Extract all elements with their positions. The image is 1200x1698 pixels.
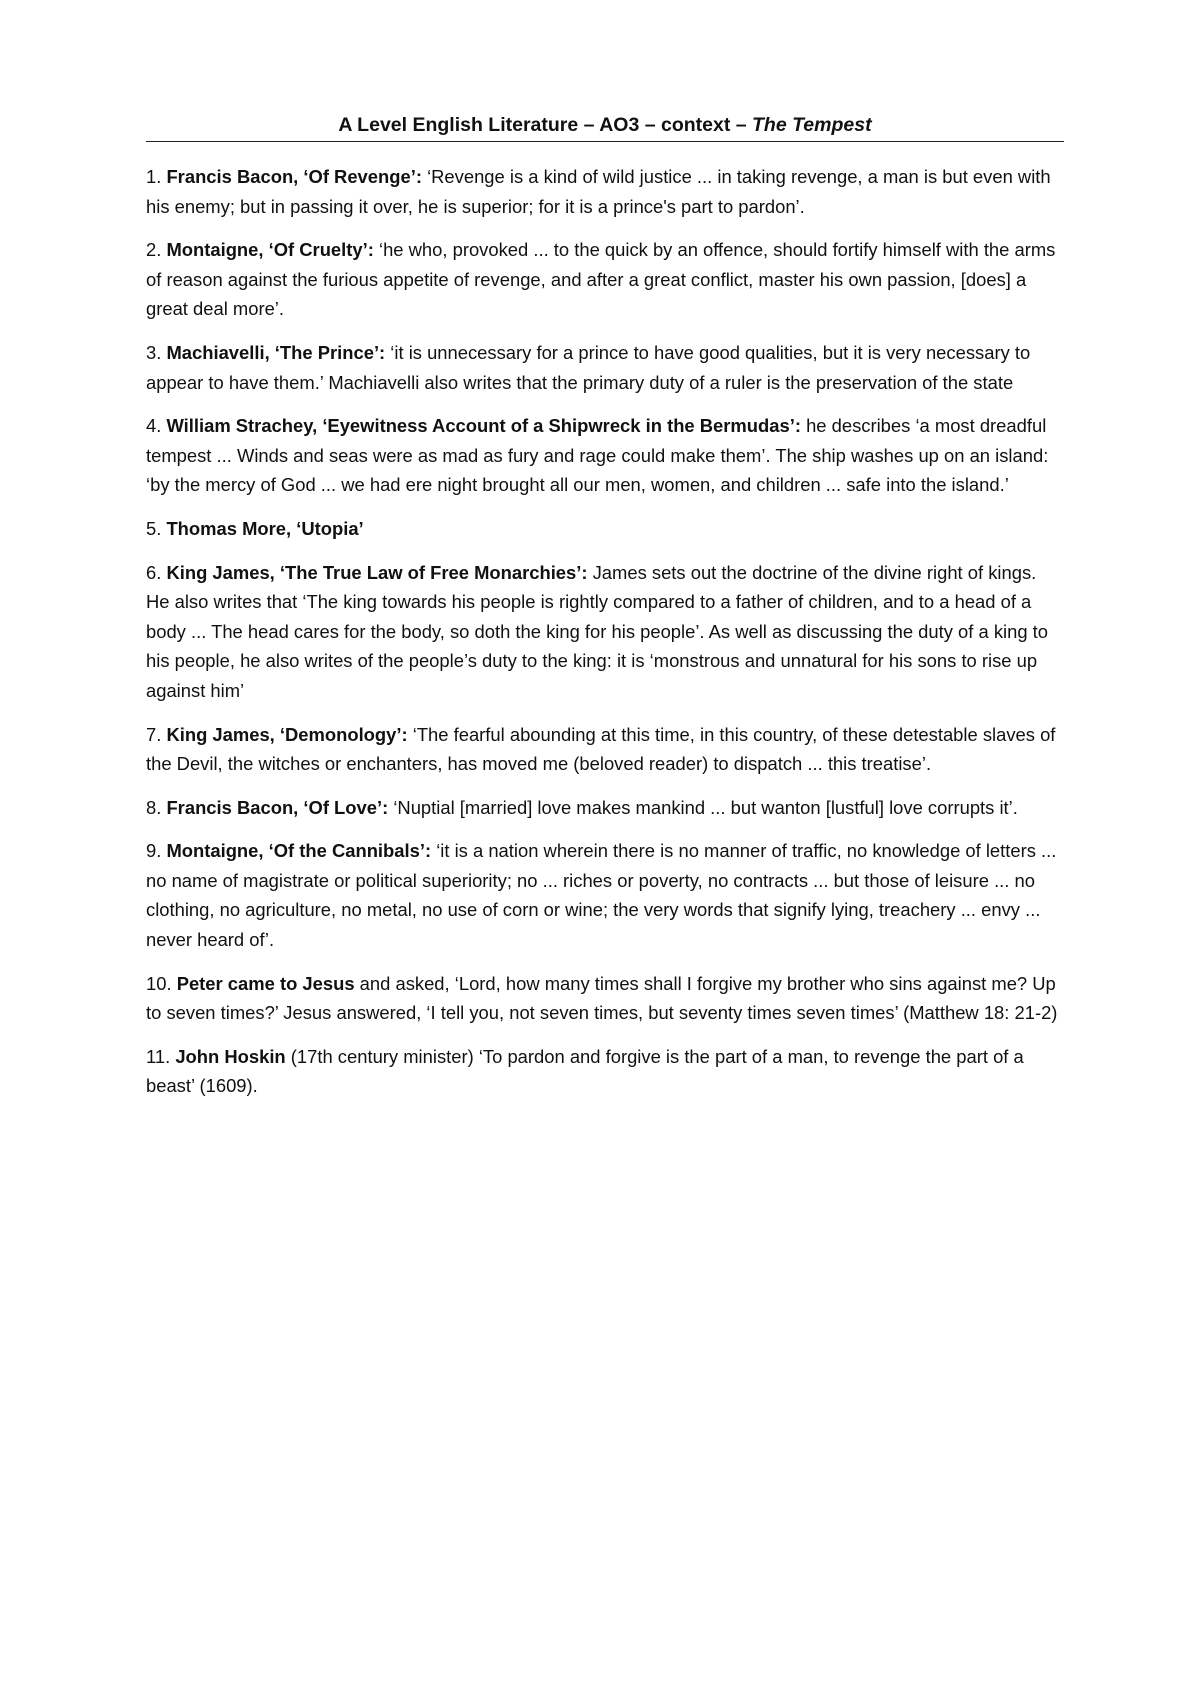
item-heading: King James, ‘Demonology’:	[166, 723, 408, 745]
item-heading: Montaigne, ‘Of Cruelty’:	[166, 239, 374, 261]
item-number: 8.	[146, 796, 167, 818]
item-text: ‘Revenge is a kind of wild justice ... in taking revenge, a man is but even with his enemy; but in passing it over, he is superior; for it is a prince's part to pardon’.	[146, 166, 1051, 217]
item-number: 5.	[146, 517, 167, 539]
item-number: 6.	[146, 561, 167, 583]
context-item-2	[146, 235, 1064, 324]
title-prefix: A Level English Literature – AO3 – context –	[338, 114, 753, 136]
item-number: 2.	[146, 239, 167, 261]
context-item-8	[146, 793, 1064, 823]
context-item-6	[146, 558, 1064, 706]
context-item-1	[146, 162, 1064, 221]
item-text: James sets out the doctrine of the divine right of kings. He also writes that ‘The king towards his people is rightly compared to a father of children, and to a head of a body ... The head cares for the body, so doth the king for his people’. As well as discussing the duty of a king to his people, he also writes of the people’s duty to the king: it is ‘monstrous and unnatural for his sons to rise up against him’	[146, 561, 1049, 701]
item-text: ‘Nuptial [married] love makes mankind ... but wanton [lustful] love corrupts it’.	[388, 796, 1018, 818]
item-heading: Thomas More, ‘Utopia’	[166, 517, 364, 539]
item-heading: John Hoskin	[175, 1045, 286, 1067]
item-heading: William Strachey, ‘Eyewitness Account of a Shipwreck in the Bermudas’:	[166, 415, 801, 437]
item-heading: King James, ‘The True Law of Free Monarchies’:	[166, 561, 588, 583]
item-heading: Machiavelli, ‘The Prince’:	[166, 341, 386, 363]
item-text: he describes ‘a most dreadful tempest ... Winds and seas were as mad as fury and rage could make them’. The ship washes up on an island: ‘by the mercy of God ... we had ere night brought all our men, women, and children ... safe into the island.’	[146, 415, 1049, 496]
item-number: 7.	[146, 723, 167, 745]
context-item-4	[146, 411, 1064, 500]
item-number: 4.	[146, 415, 167, 437]
item-heading: Peter came to Jesus	[176, 972, 355, 994]
document-page	[146, 112, 1064, 1115]
item-heading: Montaigne, ‘Of the Cannibals’:	[166, 840, 432, 862]
context-item-9	[146, 836, 1064, 954]
context-list	[146, 162, 1064, 1101]
context-item-5	[146, 514, 1064, 544]
item-text: ‘The fearful abounding at this time, in this country, of these detestable slaves of the Devil, the witches or enchanters, has moved me (beloved reader) to dispatch ... this treatise’.	[146, 723, 1056, 775]
item-text: ‘it is unnecessary for a prince to have good qualities, but it is very necessary to appear to have them.’ Machiavelli also writes that the primary duty of a ruler is the preservation of the state	[146, 341, 1031, 393]
context-item-7	[146, 720, 1064, 779]
item-heading: Francis Bacon, ‘Of Revenge’:	[166, 166, 422, 187]
item-number: 1.	[146, 166, 167, 187]
item-text: (17th century minister) ‘To pardon and forgive is the part of a man, to revenge the part of a beast’ (1609).	[146, 1045, 1024, 1097]
item-text: ‘it is a nation wherein there is no manner of traffic, no knowledge of letters ... no name of magistrate or political superiority; no ... riches or poverty, no contracts ... but those of leisure ... no clothing, no agriculture, no metal, no use of corn or wine; the very words that signify lying, treachery ... envy ... never heard of’.	[146, 840, 1057, 951]
item-heading: Francis Bacon, ‘Of Love’:	[166, 796, 389, 818]
context-item-10	[146, 969, 1064, 1028]
context-item-3	[146, 338, 1064, 397]
item-text: ‘he who, provoked ... to the quick by an offence, should fortify himself with the arms of reason against the furious appetite of revenge, and after a great conflict, master his own passion, [does] a great deal more’.	[146, 239, 1056, 320]
document-title	[146, 112, 1064, 142]
item-number: 11.	[146, 1045, 176, 1067]
item-text: and asked, ‘Lord, how many times shall I forgive my brother who sins against me? Up to seven times?’ Jesus answered, ‘I tell you, not seven times, but seventy times seven times’ (Matthew 18: 21-2)	[146, 972, 1058, 1024]
context-item-11	[146, 1042, 1064, 1101]
title-play-name: The Tempest	[752, 114, 872, 136]
item-number: 10.	[146, 972, 177, 994]
item-number: 9.	[146, 840, 167, 862]
item-number: 3.	[146, 341, 167, 363]
